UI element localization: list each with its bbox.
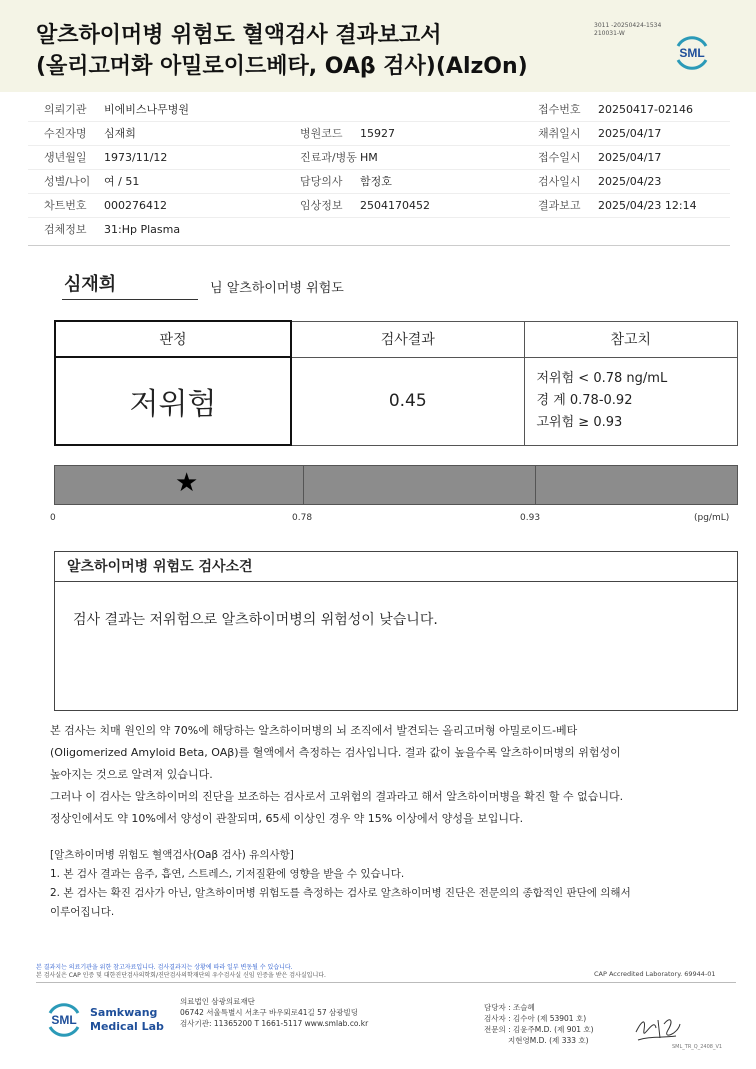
staff-line: 검사자 : 김수아 (제 53901 호): [484, 1014, 587, 1023]
scale-unit: (pg/mL): [694, 513, 730, 523]
value-chart-number: 000276412: [104, 199, 167, 212]
sml-footer-logo-text: SML: [51, 1013, 77, 1027]
reference-low: 저위험 < 0.78 ng/mL: [536, 371, 668, 386]
label-test-date: 검사일시: [538, 175, 581, 188]
title-line-2: (올리고머화 아밀로이드베타, OAβ 검사)(AlzOn): [36, 54, 528, 79]
scale-divider: [535, 466, 536, 504]
precautions: [50, 846, 740, 922]
org-address: 06742 서울특별시 서초구 바우뫼로41길 57 삼광빌딩: [180, 1008, 359, 1017]
test-description: [50, 720, 740, 830]
result-marker-star-icon: ★: [175, 468, 199, 498]
sml-logo-text: SML: [679, 46, 705, 60]
report-title: [36, 20, 528, 82]
patient-name-heading: 심재희: [62, 270, 198, 300]
label-patient-name: 수진자명: [44, 127, 87, 140]
verdict-value: 저위험: [55, 357, 291, 445]
opinion-title: 알츠하이머병 위험도 검사소견: [55, 552, 737, 582]
sml-footer-logo: [44, 1000, 84, 1040]
label-collection-date: 채취일시: [538, 127, 581, 140]
header-result: 검사결과: [291, 321, 524, 357]
value-test-date: 2025/04/23: [598, 175, 662, 188]
precautions-title: [알츠하이머병 위험도 혈액검사(Oaβ 검사) 유의사항]: [50, 849, 294, 861]
info-row: [28, 194, 730, 218]
description-line: (Oligomerized Amyloid Beta, OAβ)를 혈액에서 측정하는 검사입니다. 결과 값이 높을수록 알츠하이머병의 위험성이: [50, 746, 621, 759]
value-report-date: 2025/04/23 12:14: [598, 199, 697, 212]
info-row: [28, 98, 730, 122]
patient-info-table: [28, 98, 730, 246]
footer-accreditation: 본 검사실은 CAP 인증 및 대한진단검사의학회/진단검사의학재단의 우수검사실 신임 인증을 받은 검사실입니다.: [36, 972, 326, 979]
title-line-1: 알츠하이머병 위험도 혈액검사 결과보고서: [36, 23, 442, 48]
risk-scale-bar: [54, 465, 738, 505]
footer-divider: [36, 982, 736, 983]
staff-line: 전문의 : 김윤주M.D. (제 901 호): [484, 1025, 594, 1034]
precaution-item: 2. 본 검사는 확진 검사가 아닌, 알츠하이머병 위험도를 측정하는 검사로 알츠하이머병 진단은 전문의의 종합적인 판단에 의해서: [50, 887, 631, 899]
org-name: 의료법인 삼광의료재단: [180, 997, 255, 1006]
lab-name-line-1: Samkwang: [90, 1006, 158, 1019]
organization-info: [180, 996, 368, 1029]
lab-name: [90, 1006, 164, 1034]
label-requesting-institution: 의뢰기관: [44, 103, 87, 116]
header-verdict: 판정: [55, 321, 291, 357]
label-chart-number: 차트번호: [44, 199, 87, 212]
label-receipt-date: 접수일시: [538, 151, 581, 164]
staff-line: 담당자 : 조슬혜: [484, 1003, 535, 1012]
scale-tick-078: 0.78: [292, 513, 313, 523]
description-line: 그러나 이 검사는 알츠하이머의 진단을 보조하는 검사로서 고위험의 결과라고 해서 알츠하이머병을 확진 할 수 없습니다.: [50, 790, 624, 803]
scale-tick-093: 0.93: [520, 513, 541, 523]
precaution-item: 이루어집니다.: [50, 906, 115, 918]
header-reference: 참고치: [524, 321, 738, 357]
label-receipt-number: 접수번호: [538, 103, 581, 116]
label-report-date: 결과보고: [538, 199, 581, 212]
description-line: 본 검사는 치매 원인의 약 70%에 해당하는 알츠하이머병의 뇌 조직에서 발견되는 올리고머형 아밀로이드-베타: [50, 724, 578, 737]
lab-name-line-2: Medical Lab: [90, 1020, 164, 1033]
info-row: [28, 170, 730, 194]
signature: [632, 1010, 682, 1044]
value-department: HM: [360, 151, 378, 164]
form-code: SML_TR_Q_2408_V1: [672, 1044, 723, 1050]
patient-heading-suffix: 님 알츠하이머병 위험도: [210, 281, 344, 296]
value-receipt-date: 2025/04/17: [598, 151, 662, 164]
result-value: 0.45: [291, 357, 524, 445]
value-receipt-number: 20250417-02146: [598, 103, 693, 116]
label-birth-date: 생년월일: [44, 151, 87, 164]
doc-code-line-2: 210031-W: [594, 30, 625, 37]
scale-divider: [303, 466, 304, 504]
reference-high: 고위험 ≥ 0.93: [536, 415, 623, 430]
org-contact: 검사기관: 11365200 T 1661-5117 www.smlab.co.kr: [180, 1019, 369, 1028]
value-collection-date: 2025/04/17: [598, 127, 662, 140]
value-requesting-institution: 비에비스나무병원: [104, 103, 190, 116]
label-specimen-info: 검체정보: [44, 223, 87, 236]
value-specimen-info: 31:Hp Plasma: [104, 223, 181, 236]
staff-line: 지현영M.D. (제 333 호): [508, 1036, 589, 1045]
value-sex-age: 여 / 51: [104, 175, 140, 188]
value-doctor: 함정호: [360, 175, 392, 188]
precaution-item: 1. 본 검사 결과는 음주, 흡연, 스트레스, 기저질환에 영향을 받을 수 있습니다.: [50, 868, 405, 880]
document-code: [594, 22, 661, 38]
cap-accreditation: CAP Accredited Laboratory. 69944-01: [594, 970, 716, 978]
staff-info: [484, 1002, 594, 1046]
label-department: 진료과/병동: [300, 151, 357, 164]
info-row: [28, 218, 730, 242]
doc-code-line-1: 3011 -20250424-1534: [594, 22, 662, 29]
description-line: 높아지는 것으로 알려져 있습니다.: [50, 768, 213, 781]
value-patient-name: 심재희: [104, 127, 136, 140]
reference-border: 경 계 0.78-0.92: [536, 393, 633, 408]
reference-values: [524, 357, 738, 445]
info-row: [28, 122, 730, 146]
scale-tick-0: 0: [50, 513, 56, 523]
label-sex-age: 성별/나이: [44, 175, 91, 188]
value-clinical-info: 2504170452: [360, 199, 430, 212]
label-hospital-code: 병원코드: [300, 127, 343, 140]
label-doctor: 담당의사: [300, 175, 343, 188]
label-clinical-info: 임상정보: [300, 199, 343, 212]
opinion-box: [54, 551, 738, 711]
value-birth-date: 1973/11/12: [104, 151, 168, 164]
sml-logo: [672, 34, 712, 72]
info-row: [28, 146, 730, 170]
value-hospital-code: 15927: [360, 127, 395, 140]
result-table: [54, 320, 738, 446]
opinion-body: 검사 결과는 저위험으로 알츠하이머병의 위험성이 낮습니다.: [73, 612, 438, 628]
description-line: 정상인에서도 약 10%에서 양성이 관찰되며, 65세 이상인 경우 약 15% 이상에서 양성을 보입니다.: [50, 812, 524, 825]
footer-disclaimer: 본 결과지는 의료기관을 위한 참고자료입니다. 검사결과지는 상황에 따라 일부 변동될 수 있습니다.: [36, 964, 293, 971]
